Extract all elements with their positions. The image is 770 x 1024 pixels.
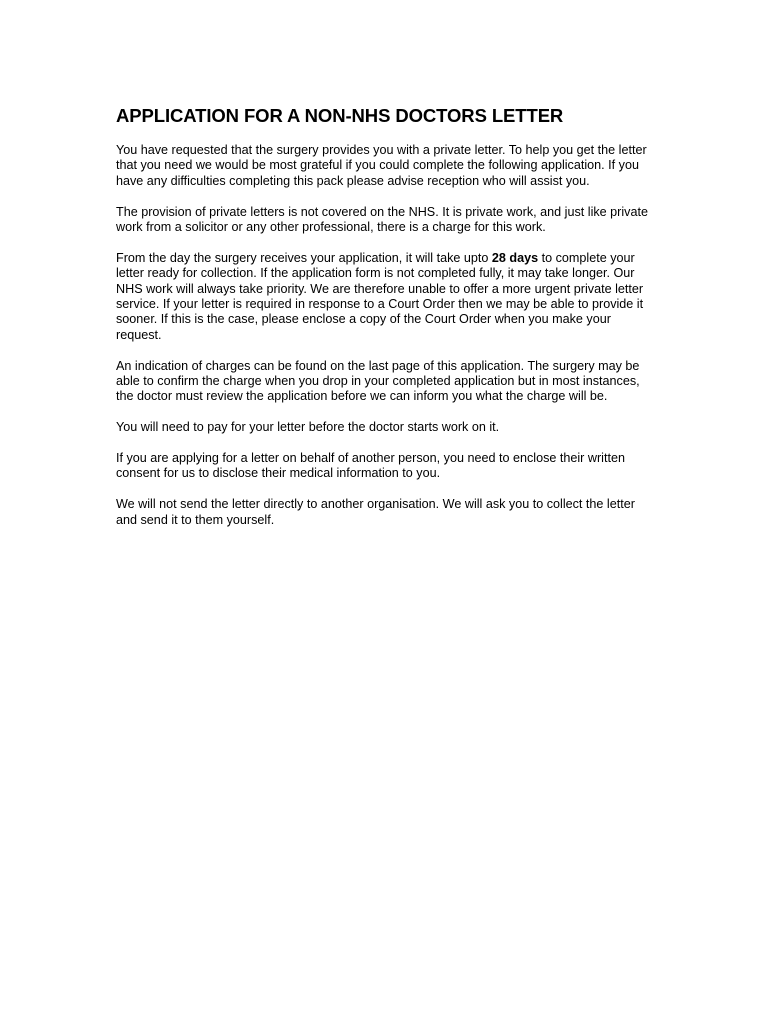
paragraph-timeframe — [116, 251, 648, 343]
document-title: APPLICATION FOR A NON-NHS DOCTORS LETTER — [116, 105, 564, 126]
paragraph-charges: An indication of charges can be found on the last page of this application. The surgery may be able to confirm the charge when you drop in your completed application but in most instances, the doctor must review the application before we can inform you what the charge will be. — [116, 358, 640, 404]
paragraph-private-work: The provision of private letters is not covered on the NHS. It is private work, and just like private work from a solicitor or any other professional, there is a charge for this work. — [116, 204, 648, 235]
document-page — [116, 104, 648, 543]
paragraph-consent: If you are applying for a letter on behalf of another person, you need to enclose their written consent for us to disclose their medical information to you. — [116, 451, 625, 481]
timeframe-days: 28 days — [491, 250, 539, 265]
timeframe-text-after: to complete your letter ready for collection. If the application form is not completed fully, it may take longer. Our NHS work will always take priority. We are therefore unable to offer a more urgent private letter service. If your letter is required in response to a Court Order then we may be able to provide it sooner. If this is the case, please enclose a copy of the Court Order when you make your request. — [116, 250, 644, 342]
paragraph-collection: We will not send the letter directly to another organisation. We will ask you to collect the letter and send it to them yourself. — [116, 497, 635, 527]
paragraph-payment: You will need to pay for your letter before the doctor starts work on it. — [116, 420, 500, 435]
paragraph-request-intro: You have requested that the surgery provides you with a private letter. To help you get the letter that you need we would be most grateful if you could complete the following application. If you have any difficulties completing this pack please advise reception who will assist you. — [116, 143, 647, 188]
timeframe-text-before: From the day the surgery receives your application, it will take upto — [116, 250, 492, 265]
